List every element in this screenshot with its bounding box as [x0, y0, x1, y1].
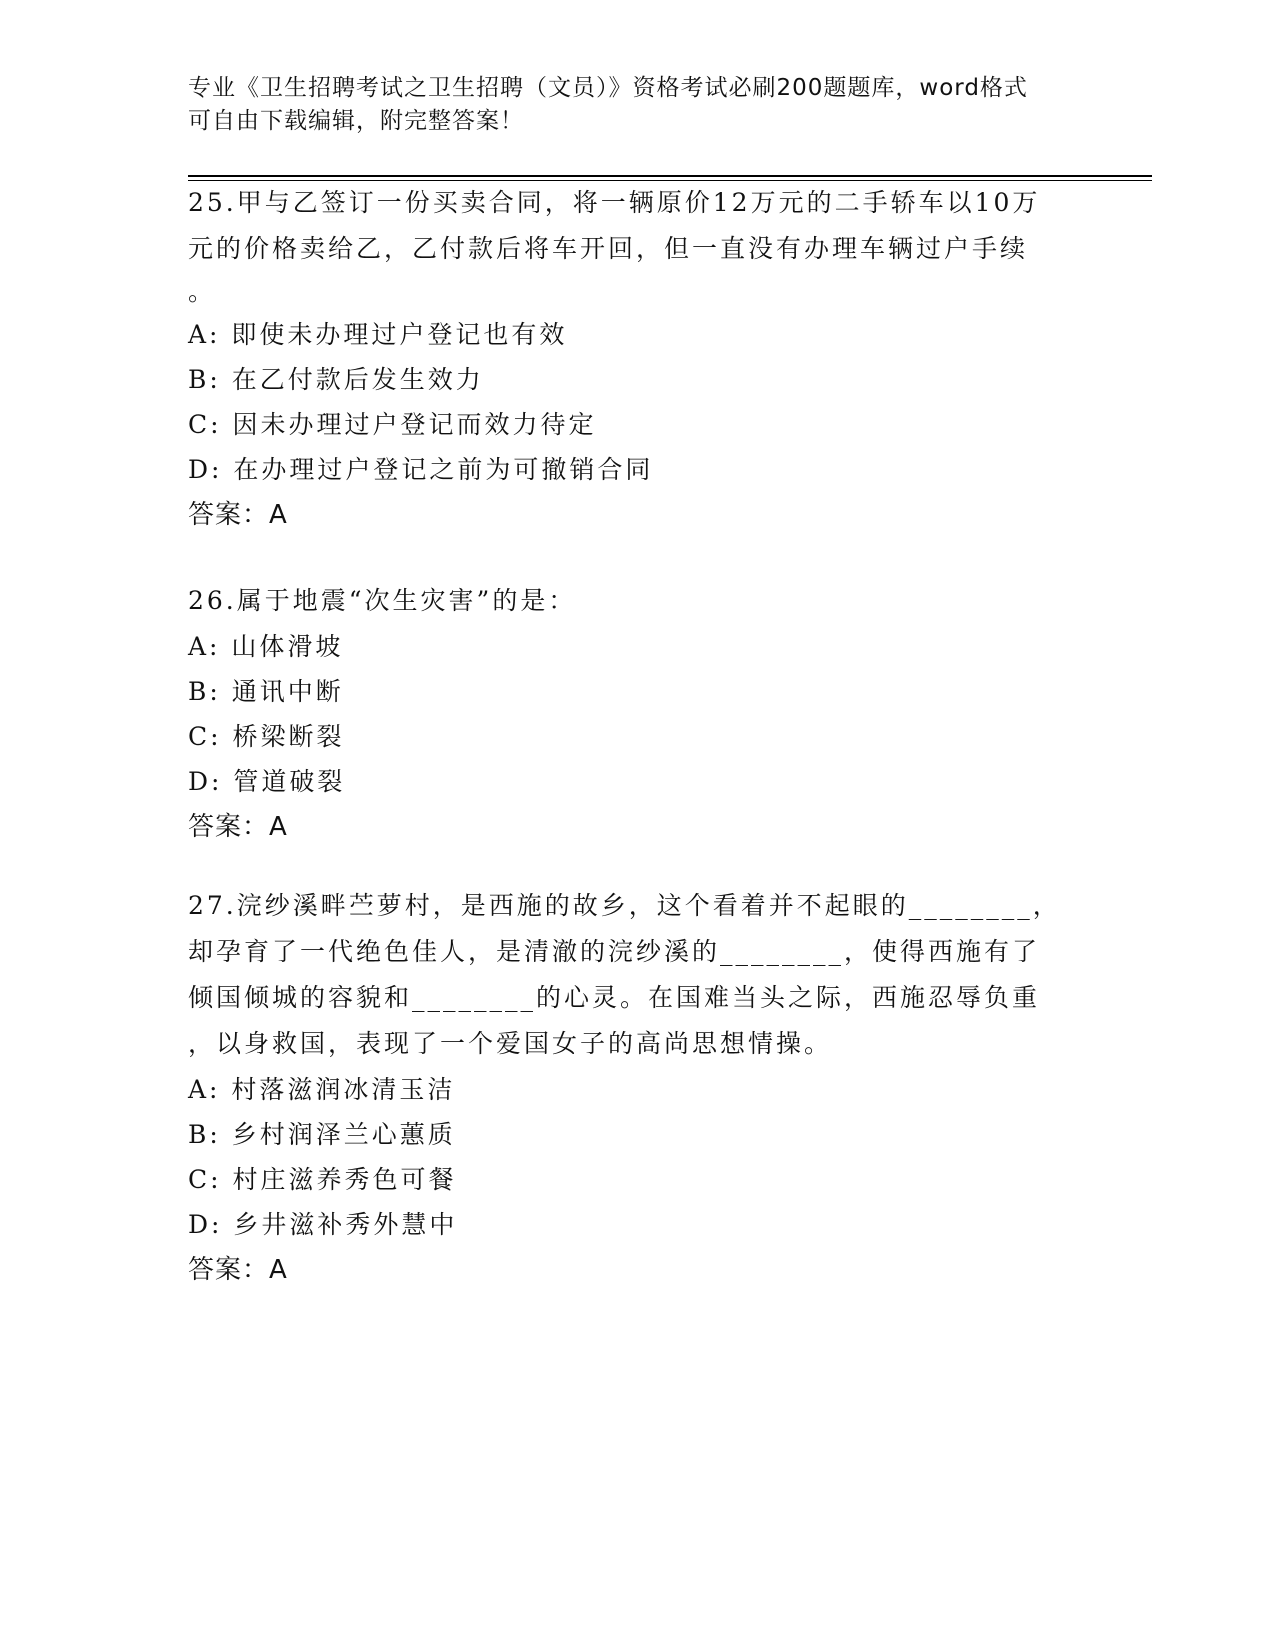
answer: 答案：A — [188, 812, 288, 842]
question-stem-line: ，以身救国，表现了一个爱国女子的高尚思想情操。 — [188, 1029, 833, 1058]
question-stem-line: 27.浣纱溪畔苎萝村，是西施的故乡，这个看着并不起眼的________， — [188, 891, 1061, 920]
question-stem-line: 元的价格卖给乙，乙付款后将车开回，但一直没有办理车辆过户手续 — [188, 234, 1029, 263]
question-stem-line: 却孕育了一代绝色佳人，是清澈的浣纱溪的________，使得西施有了 — [188, 937, 1041, 966]
question-stem-line: 26.属于地震“次生灾害”的是： — [188, 586, 577, 615]
option-b: B: 通讯中断 — [188, 677, 344, 706]
option-a: A: 山体滑坡 — [188, 632, 344, 661]
option-c: C: 村庄滋养秀色可餐 — [188, 1165, 457, 1194]
option-a: A: 村落滋润冰清玉洁 — [188, 1075, 456, 1104]
answer: 答案：A — [188, 500, 288, 530]
question-25 — [188, 180, 1088, 538]
option-d: D: 在办理过户登记之前为可撤销合同 — [188, 455, 654, 484]
option-c: C: 桥梁断裂 — [188, 722, 345, 751]
option-d: D: 乡井滋补秀外慧中 — [188, 1210, 458, 1239]
header-divider — [188, 175, 1152, 177]
question-stem-line: 。 — [188, 277, 217, 306]
header-line: 可自由下载编辑，附完整答案！ — [188, 108, 524, 134]
question-stem-line: 倾国倾城的容貌和________的心灵。在国难当头之际，西施忍辱负重 — [188, 983, 1041, 1012]
option-c: C: 因未办理过户登记而效力待定 — [188, 410, 597, 439]
document-header — [188, 72, 1068, 138]
option-b: B: 乡村润泽兰心蕙质 — [188, 1120, 456, 1149]
option-d: D: 管道破裂 — [188, 767, 346, 796]
option-a: A: 即使未办理过户登记也有效 — [188, 320, 568, 349]
question-26 — [188, 578, 1088, 850]
header-line: 专业《卫生招聘考试之卫生招聘（文员）》资格考试必刷200题题库，word格式 — [188, 75, 1028, 101]
answer: 答案：A — [188, 1255, 288, 1285]
question-27 — [188, 883, 1088, 1293]
option-b: B: 在乙付款后发生效力 — [188, 365, 484, 394]
question-stem-line: 25.甲与乙签订一份买卖合同，将一辆原价12万元的二手轿车以10万 — [188, 188, 1041, 217]
